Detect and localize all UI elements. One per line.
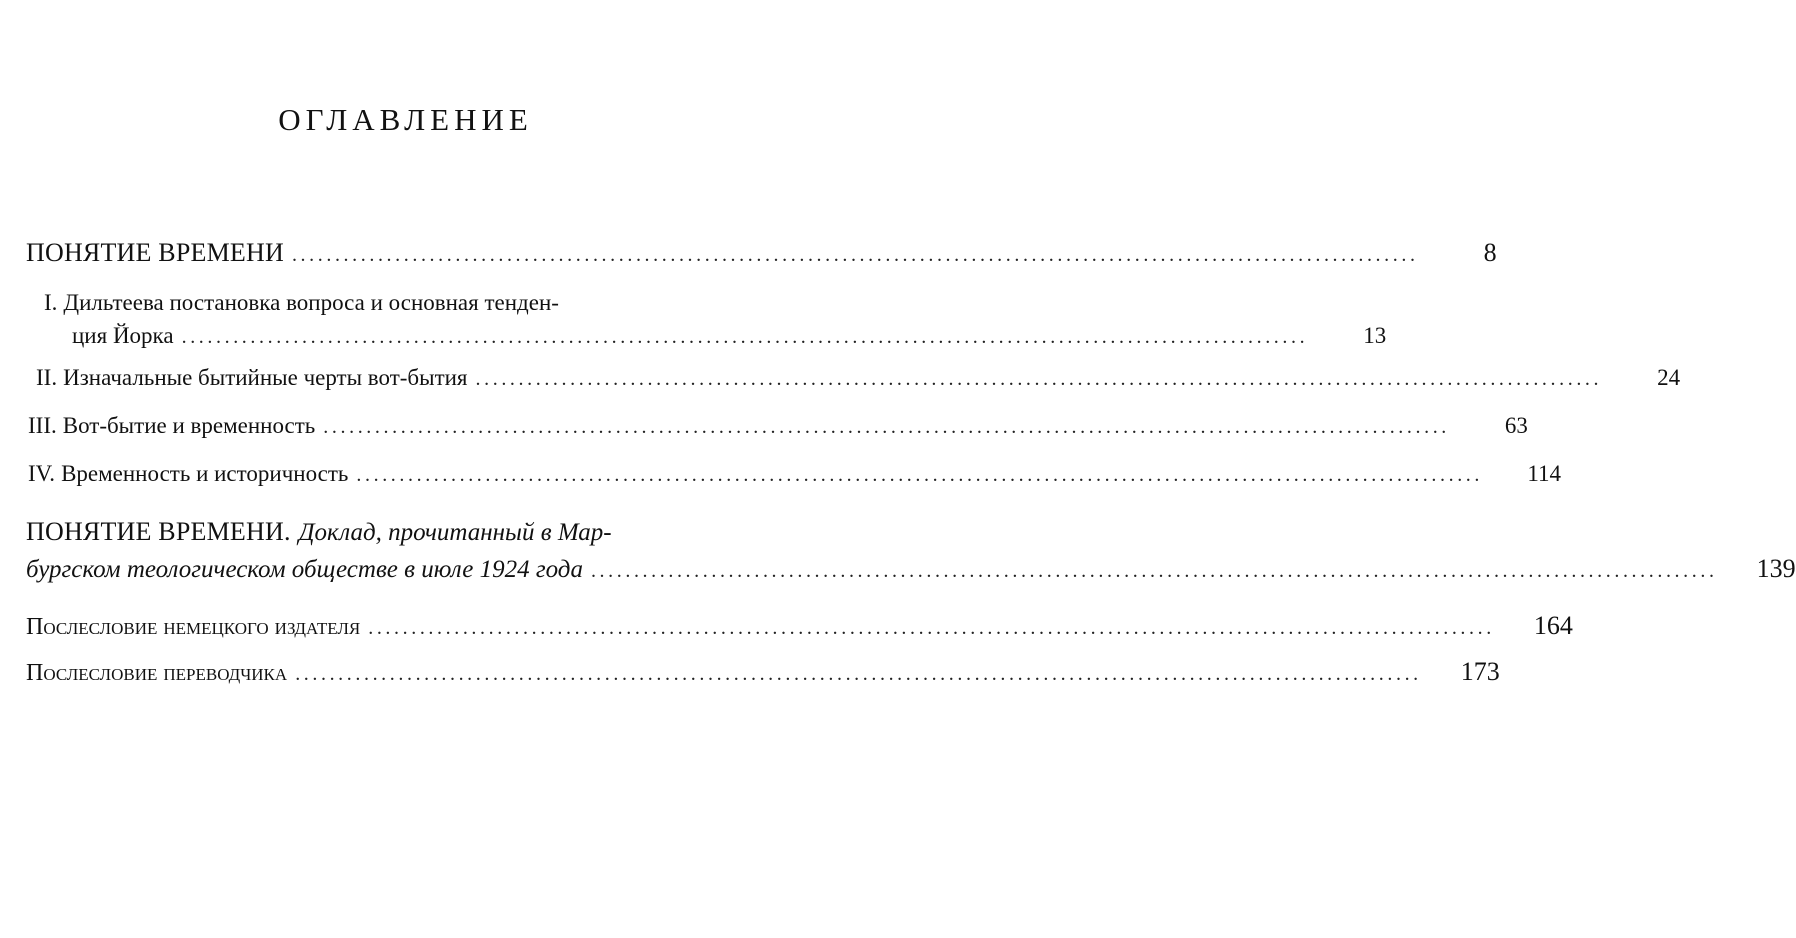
toc-page-number: 139 bbox=[1756, 554, 1796, 583]
dot-leader: ................................................................................................................................... bbox=[295, 663, 1422, 685]
toc-page-number: 13 bbox=[1363, 323, 1387, 348]
toc-entry-title: Изначальные бытийные черты вот-бытия bbox=[63, 365, 468, 390]
toc-page-number: 24 bbox=[1657, 365, 1681, 390]
toc-entry-afterword-translator bbox=[0, 657, 1500, 695]
dot-leader: ................................................................................................................................... bbox=[323, 416, 1450, 438]
chapter-number: IV. bbox=[28, 461, 56, 486]
dot-leader: ................................................................................................................................... bbox=[475, 368, 1603, 390]
chapter-number: I. bbox=[44, 290, 58, 315]
toc-entry-chapter-2 bbox=[0, 365, 1681, 399]
toc-page-number: 63 bbox=[1504, 413, 1528, 438]
toc-entry-title-line1: Дильтеева постановка вопроса и основная тенден- bbox=[63, 290, 559, 315]
dot-leader: ................................................................................................................................... bbox=[356, 464, 1484, 486]
dot-leader: ................................................................................................................................... bbox=[181, 326, 1309, 348]
dot-leader: ................................................................................................................................... bbox=[368, 617, 1495, 639]
toc-entry-chapter-1 bbox=[0, 290, 1387, 354]
toc-entry-title: Послесловие переводчика bbox=[26, 660, 288, 686]
toc-entry-title: Послесловие немецкого издателя bbox=[26, 614, 361, 640]
toc-page-number: 8 bbox=[1483, 238, 1497, 267]
toc-entry-title: ПОНЯТИЕ ВРЕМЕНИ bbox=[26, 238, 284, 267]
toc-heading: ОГЛАВЛЕНИЕ bbox=[278, 102, 533, 137]
chapter-number: III. bbox=[28, 413, 57, 438]
toc-entry-afterword-editor bbox=[0, 611, 1573, 649]
toc-entry-title: ПОНЯТИЕ ВРЕМЕНИ. bbox=[26, 517, 291, 546]
toc-page-number: 173 bbox=[1460, 657, 1500, 686]
toc-entry-chapter-4 bbox=[0, 461, 1562, 495]
dot-leader: ................................................................................................................................... bbox=[291, 244, 1419, 266]
toc-entry-subtitle-line2: бургском теологическом обществе в июле 1924 года bbox=[26, 556, 583, 583]
toc-entry-title-line2: ция Йорка bbox=[72, 323, 174, 348]
dot-leader: ................................................................................................................................... bbox=[590, 560, 1718, 582]
toc-entry-main2 bbox=[0, 517, 1796, 589]
toc-entry-chapter-3 bbox=[0, 413, 1528, 447]
toc-entry-subtitle-line1: Доклад, прочитанный в Мар- bbox=[298, 519, 612, 546]
chapter-number: II. bbox=[36, 365, 58, 390]
toc-entry-main1 bbox=[0, 238, 1497, 278]
toc-page-number: 164 bbox=[1533, 611, 1573, 640]
toc-page-number: 114 bbox=[1527, 461, 1562, 486]
toc-entry-title: Временность и историчность bbox=[61, 461, 349, 486]
toc-entry-title: Вот-бытие и временность bbox=[62, 413, 316, 438]
